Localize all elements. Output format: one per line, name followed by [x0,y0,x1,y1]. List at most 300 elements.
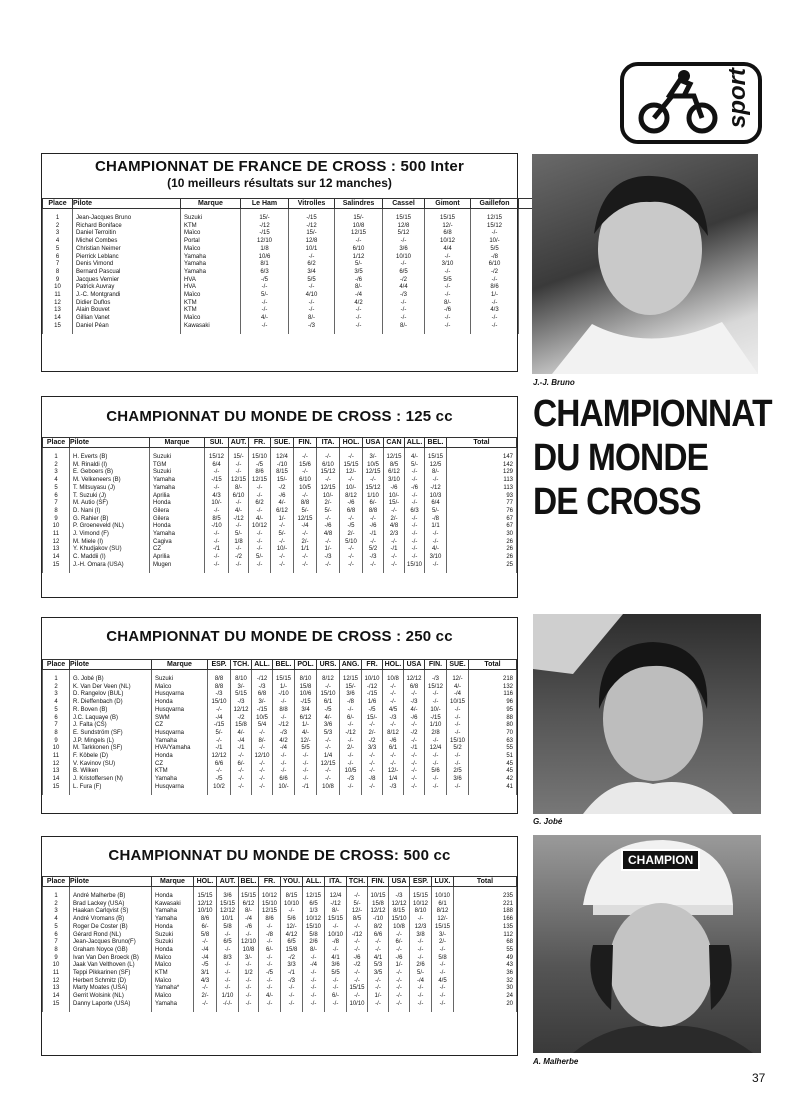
table-cell: -/- [252,768,273,776]
table-cell: D. Rangelov (BUL) [70,691,152,699]
table-cell: 8/2 [368,924,389,932]
table-cell: -/3 [317,554,340,562]
table-cell: -/- [425,699,447,707]
table-cell: Gerrit Wolsink (NL) [70,993,152,1001]
table-cell: -/- [194,1001,217,1012]
table-cell: -/- [389,985,410,993]
table-cell: -/- [317,448,340,462]
table-cell: 15/15 [425,209,471,223]
table-row [43,699,517,707]
table-cell: CZ [152,722,208,730]
table-cell: 15/12 [425,684,447,692]
table-cell: -/4 [273,745,295,753]
table-row [43,962,517,970]
table-cell: SWM [152,715,208,723]
table-cell: 15/- [335,209,383,223]
table-cell: Maïco [181,315,241,323]
table-cell: -/- [194,985,217,993]
table-cell: -/- [335,238,383,246]
table-cell: 3/4 [295,707,317,715]
table-cell: -/- [294,493,317,501]
table-cell: -/6 [425,307,471,315]
table-cell: -/- [383,300,425,308]
table-cell: -/- [231,768,252,776]
table-cell: -/4 [303,962,325,970]
table-cell: 6/- [231,761,252,769]
table-cell: -/- [325,1001,347,1012]
table-cell: 218 [469,670,517,684]
table-cell: 12/10 [241,238,289,246]
caption-bruno: J.-J. Bruno [533,378,575,387]
column-header: ITA. [317,438,340,448]
table-cell: 15/8 [231,722,252,730]
table-cell: 1/10 [363,493,384,501]
table-cell: 4/8 [317,531,340,539]
table-cell: 4/1 [325,955,347,963]
table-cell: -/- [259,939,281,947]
table-cell: -/- [249,485,271,493]
table-cell: -/- [273,753,295,761]
column-header: LUX. [432,877,454,887]
table-cell: 77 [447,500,517,508]
table-cell: -/- [363,477,384,485]
table-row [43,753,517,761]
table-cell: 11 [43,970,70,978]
table-cell: -/- [271,539,294,547]
table-cell: 12/- [295,738,317,746]
table-cell: -/- [317,738,340,746]
table-cell: 5/5 [325,970,347,978]
table-cell: 5 [43,485,70,493]
table-cell: 3/1 [194,970,217,978]
table-cell: -/- [294,554,317,562]
table-cell: 4/- [317,715,340,723]
table-monde-250 [41,617,518,814]
table-row [43,315,568,323]
table-cell: -/- [425,292,471,300]
table-cell: 45 [469,768,517,776]
table-cell: 3/3 [362,745,383,753]
table-cell: 12/15 [259,908,281,916]
table-cell: -/3 [208,691,231,699]
table-row [43,523,517,531]
table-cell: -/- [405,500,425,508]
column-header: Gimont [425,199,471,209]
table-cell: -/- [317,684,340,692]
table-cell: 4/- [404,707,425,715]
table-cell: 15/15 [239,887,259,901]
table-cell: -/3 [273,730,295,738]
table-cell: -/- [340,562,363,573]
table-cell: -/- [217,962,239,970]
table-cell: -/1 [208,745,231,753]
table-cell: 7 [43,261,73,269]
table-cell: Husqvarna [152,784,208,795]
table-cell: -/- [404,722,425,730]
column-header: Salindres [335,199,383,209]
table-cell: Maïco [152,978,194,986]
table-cell: 1/10 [425,722,447,730]
table-cell: 6/10 [471,261,519,269]
table-cell: 1 [43,209,73,223]
table-cell: 12/8 [289,238,335,246]
table-cell: 8/6 [249,469,271,477]
table-cell: 4/5 [383,707,404,715]
table-cell: -/- [335,323,383,334]
table-row [43,323,568,334]
table-cell: -/- [347,887,368,901]
table-row [43,307,568,315]
table-cell: 12/5 [425,462,447,470]
table-cell: -/6 [317,523,340,531]
table-cell: CZ [152,761,208,769]
table-cell: 12/15 [384,448,405,462]
table-cell: 15/10 [405,562,425,573]
table-cell: -/- [471,230,519,238]
table-cell: 1/1 [294,546,317,554]
table-title: CHAMPIONNAT DU MONDE DE CROSS : 125 cc [106,408,453,425]
table-cell: -/8 [340,699,362,707]
table-cell: -/6 [239,924,259,932]
table-cell: 5/- [410,970,432,978]
table-cell: 5/- [208,730,231,738]
table-cell: Denis Vimond [73,261,181,269]
column-header: Marque [152,660,208,670]
table-cell: 14 [43,776,70,784]
table-cell: Honda [152,924,194,932]
table-cell: 15/15 [425,448,447,462]
table-cell: -/15 [241,230,289,238]
table-cell: -/- [383,761,404,769]
table-cell: -/- [347,939,368,947]
table-cell: 4/3 [205,493,229,501]
table-cell: 8/12 [317,670,340,684]
table-cell: -/- [325,978,347,986]
table-cell: -/3 [289,323,335,334]
table-cell: Patrick Auvray [73,284,181,292]
table-cell: 12/15 [363,469,384,477]
table-cell: 8/1 [241,261,289,269]
table-cell: Alain Bouvet [73,307,181,315]
table-cell: 12/- [432,916,454,924]
table-cell: -/3 [383,784,404,795]
table-cell: -/8 [325,939,347,947]
table-cell: -/- [252,730,273,738]
table-row [43,955,517,963]
table-cell: 15/15 [325,916,347,924]
table-cell: 6/10 [229,493,249,501]
table-cell: -/- [389,947,410,955]
table-cell: Jaak Van Velthoven (L) [70,962,152,970]
table-cell: -/- [447,722,469,730]
table-cell: 12 [43,978,70,986]
table-cell: -/- [383,684,404,692]
table-cell: -/15 [362,691,383,699]
table-cell: 1/- [271,516,294,524]
table-cell: TGM [150,462,205,470]
table-cell: 15/- [229,448,249,462]
table-cell: Cagiva [150,539,205,547]
table-cell: 12/15 [229,477,249,485]
column-header: ALL. [405,438,425,448]
column-header: USA [363,438,384,448]
table-row [43,761,517,769]
table-cell: 8/8 [363,508,384,516]
table-cell: 8 [43,947,70,955]
table-cell: -/1 [384,546,405,554]
table-cell: J.-H. Omara (USA) [70,562,150,573]
table-cell: 1 [43,887,70,901]
table-cell: 4/12 [281,932,303,940]
table-cell: 1/8 [229,539,249,547]
table-cell: KTM [152,768,208,776]
table-cell: -/3 [340,776,362,784]
table-cell: -/- [303,1001,325,1012]
table-cell: -/- [425,531,447,539]
table-cell: Husqvarna [152,730,208,738]
table-cell: -/12 [425,485,447,493]
column-header: USA [404,660,425,670]
table-cell: -/- [325,947,347,955]
table-cell: 6/5 [281,939,303,947]
table-cell: -/- [252,776,273,784]
table-cell: -/- [368,947,389,955]
table-cell: -/8 [259,932,281,940]
table-cell: -/- [281,908,303,916]
column-header: ALL. [303,877,325,887]
table-cell: 2/6 [303,939,325,947]
column-header: Place [43,199,73,209]
table-cell: 6/- [325,993,347,1001]
table-cell: 26 [447,546,517,554]
table-cell: 12 [43,761,70,769]
table-cell: -/- [303,978,325,986]
table-cell: 6/1 [317,699,340,707]
table-cell: 1/4 [383,776,404,784]
table-cell: -/- [289,254,335,262]
table-cell: -/- [432,947,454,955]
table-cell: 96 [469,699,517,707]
table-cell: -/- [447,707,469,715]
table-cell: 10/10 [194,908,217,916]
table-cell: B. Wilken [70,768,152,776]
table-cell: KTM [152,970,194,978]
table-cell: 8/6 [471,284,519,292]
table-cell: 6/10 [335,246,383,254]
table-cell: 6/4 [205,462,229,470]
table-cell: 3/5 [335,269,383,277]
table-cell: -/- [340,761,362,769]
table-cell: 10/3 [425,493,447,501]
table-cell: 8 [43,730,70,738]
column-header: YOU. [281,877,303,887]
table-cell: 4/3 [471,307,519,315]
table-cell: 8/- [425,469,447,477]
table-cell: 8 [43,269,73,277]
table-cell: 1/- [471,292,519,300]
table-row [43,516,517,524]
table-cell: Yamaha [152,916,194,924]
table-cell: -/- [229,523,249,531]
table-cell: Maïco [181,246,241,254]
table-cell: -/- [273,768,295,776]
table-cell: -/- [259,955,281,963]
table-cell: 8/15 [281,887,303,901]
table-cell: 12/12 [404,670,425,684]
table-cell: 3/6 [340,691,362,699]
table-cell: 5/15 [231,691,252,699]
table-cell: Kawasaki [152,901,194,909]
table-cell: 6/6 [273,776,295,784]
table-cell: 113 [447,477,517,485]
table-row [43,562,517,573]
table-cell: 13 [43,307,73,315]
table-cell: Mugen [150,562,205,573]
table-cell: Maïco [181,292,241,300]
table-cell: 8/6 [194,916,217,924]
table-cell: 10/5 [340,768,362,776]
table-cell: 15/10 [259,901,281,909]
table-cell: 4/- [405,448,425,462]
table-cell: 55 [454,947,517,955]
table-cell: H. Everts (B) [70,448,150,462]
table-cell: 70 [469,730,517,738]
table-cell: -/12 [289,223,335,231]
table-cell: 8/15 [271,469,294,477]
table-cell: 142 [447,462,517,470]
table-cell: 2/- [317,500,340,508]
column-header: Total [447,438,517,448]
table-cell: -/- [295,753,317,761]
table-cell: 12/- [347,908,368,916]
column-header: Total [469,660,517,670]
table-cell: 5/2 [447,745,469,753]
table-cell: -/- [241,307,289,315]
table-cell: 113 [447,485,517,493]
table-cell: Yamaha [152,776,208,784]
table-row [43,209,568,223]
table-cell: -/5 [208,776,231,784]
table-cell: Aprilia [150,554,205,562]
side-title-line-2: DU MONDE [533,437,709,479]
table-cell: -/3 [363,554,384,562]
table-cell: 8/- [335,284,383,292]
table-cell: 10/8 [389,924,410,932]
table-cell: 15/12 [363,485,384,493]
table-row [43,784,517,795]
table-cell: 12 [43,539,70,547]
table-cell: -/- [383,315,425,323]
table-cell: 15/- [271,477,294,485]
table-cell: HVA/Yamaha [152,745,208,753]
table-cell: 15/10 [208,699,231,707]
table-cell: 9 [43,277,73,285]
table-cell: 6/4 [425,500,447,508]
table-cell: Teppi Pikkarinen (SF) [70,970,152,978]
table-cell: -/4 [194,947,217,955]
table-cell: 10/2 [208,784,231,795]
table-cell: 4/5 [432,978,454,986]
table-cell: E. Geboers (B) [70,469,150,477]
table-cell: -/3 [383,715,404,723]
table-cell: -/- [205,485,229,493]
table-cell: 49 [454,955,517,963]
table-cell: -/- [217,932,239,940]
table-cell: 3/6 [317,722,340,730]
table-cell: 15/10 [249,448,271,462]
table-cell: -/- [295,761,317,769]
table-cell: -/- [194,939,217,947]
table-cell: 5 [43,246,73,254]
table-cell: -/- [410,939,432,947]
table-cell: 2 [43,462,70,470]
table-cell: -/- [239,1001,259,1012]
column-header: USA [389,877,410,887]
table-cell: -/- [404,784,425,795]
table-cell: M. Autio (SF) [70,500,150,508]
table-cell: J. Falta (CS) [70,722,152,730]
table-cell: -/- [410,955,432,963]
table-cell: Jacques Vernier [73,277,181,285]
table-cell: -/- [363,562,384,573]
table-cell: 5 [43,924,70,932]
table-row [43,493,517,501]
table-cell: André Malherbe (B) [70,887,152,901]
column-header: HOL. [340,438,363,448]
table-cell: -/- [289,284,335,292]
column-header: FR. [249,438,271,448]
table-cell: Ivan Van Den Broeck (B) [70,955,152,963]
table-cell: 6/- [194,924,217,932]
table-cell: -/6 [384,485,405,493]
table-row [43,715,517,723]
side-title-line-1: CHAMPIONNAT [533,393,772,435]
table-row [43,546,517,554]
table-cell: -/- [340,477,363,485]
table-cell: 10/10 [281,901,303,909]
table-cell: -/- [239,932,259,940]
table-cell: 10/10 [432,887,454,901]
table-cell: -/-/- [217,1001,239,1012]
table-cell: 3/5 [368,970,389,978]
table-cell: 8/8 [294,500,317,508]
table-cell: 15/10 [447,738,469,746]
table-cell: -/- [271,562,294,573]
table-cell: -/- [383,753,404,761]
table-cell: 15/- [384,500,405,508]
table-cell: 11 [43,753,70,761]
table-cell: 4/- [229,508,249,516]
table-cell: 68 [454,939,517,947]
table-cell: 43 [454,962,517,970]
table-cell: 5 [43,707,70,715]
table-cell: -/1 [281,970,303,978]
table-cell: -/- [325,924,347,932]
column-header: Cassel [383,199,425,209]
column-header: HOL. [194,877,217,887]
table-cell: -/- [368,978,389,986]
table-cell: -/10 [273,691,295,699]
table-cell: -/12 [241,223,289,231]
table-cell: Gérard Rond (NL) [70,932,152,940]
table-cell: G. Jobé (B) [70,670,152,684]
table-cell: 6/10 [294,477,317,485]
table-cell: -/- [303,955,325,963]
table-cell: -/6 [340,500,363,508]
table-cell: 8/- [239,908,259,916]
table-cell: -/- [447,715,469,723]
table-cell: Maïco [152,993,194,1001]
